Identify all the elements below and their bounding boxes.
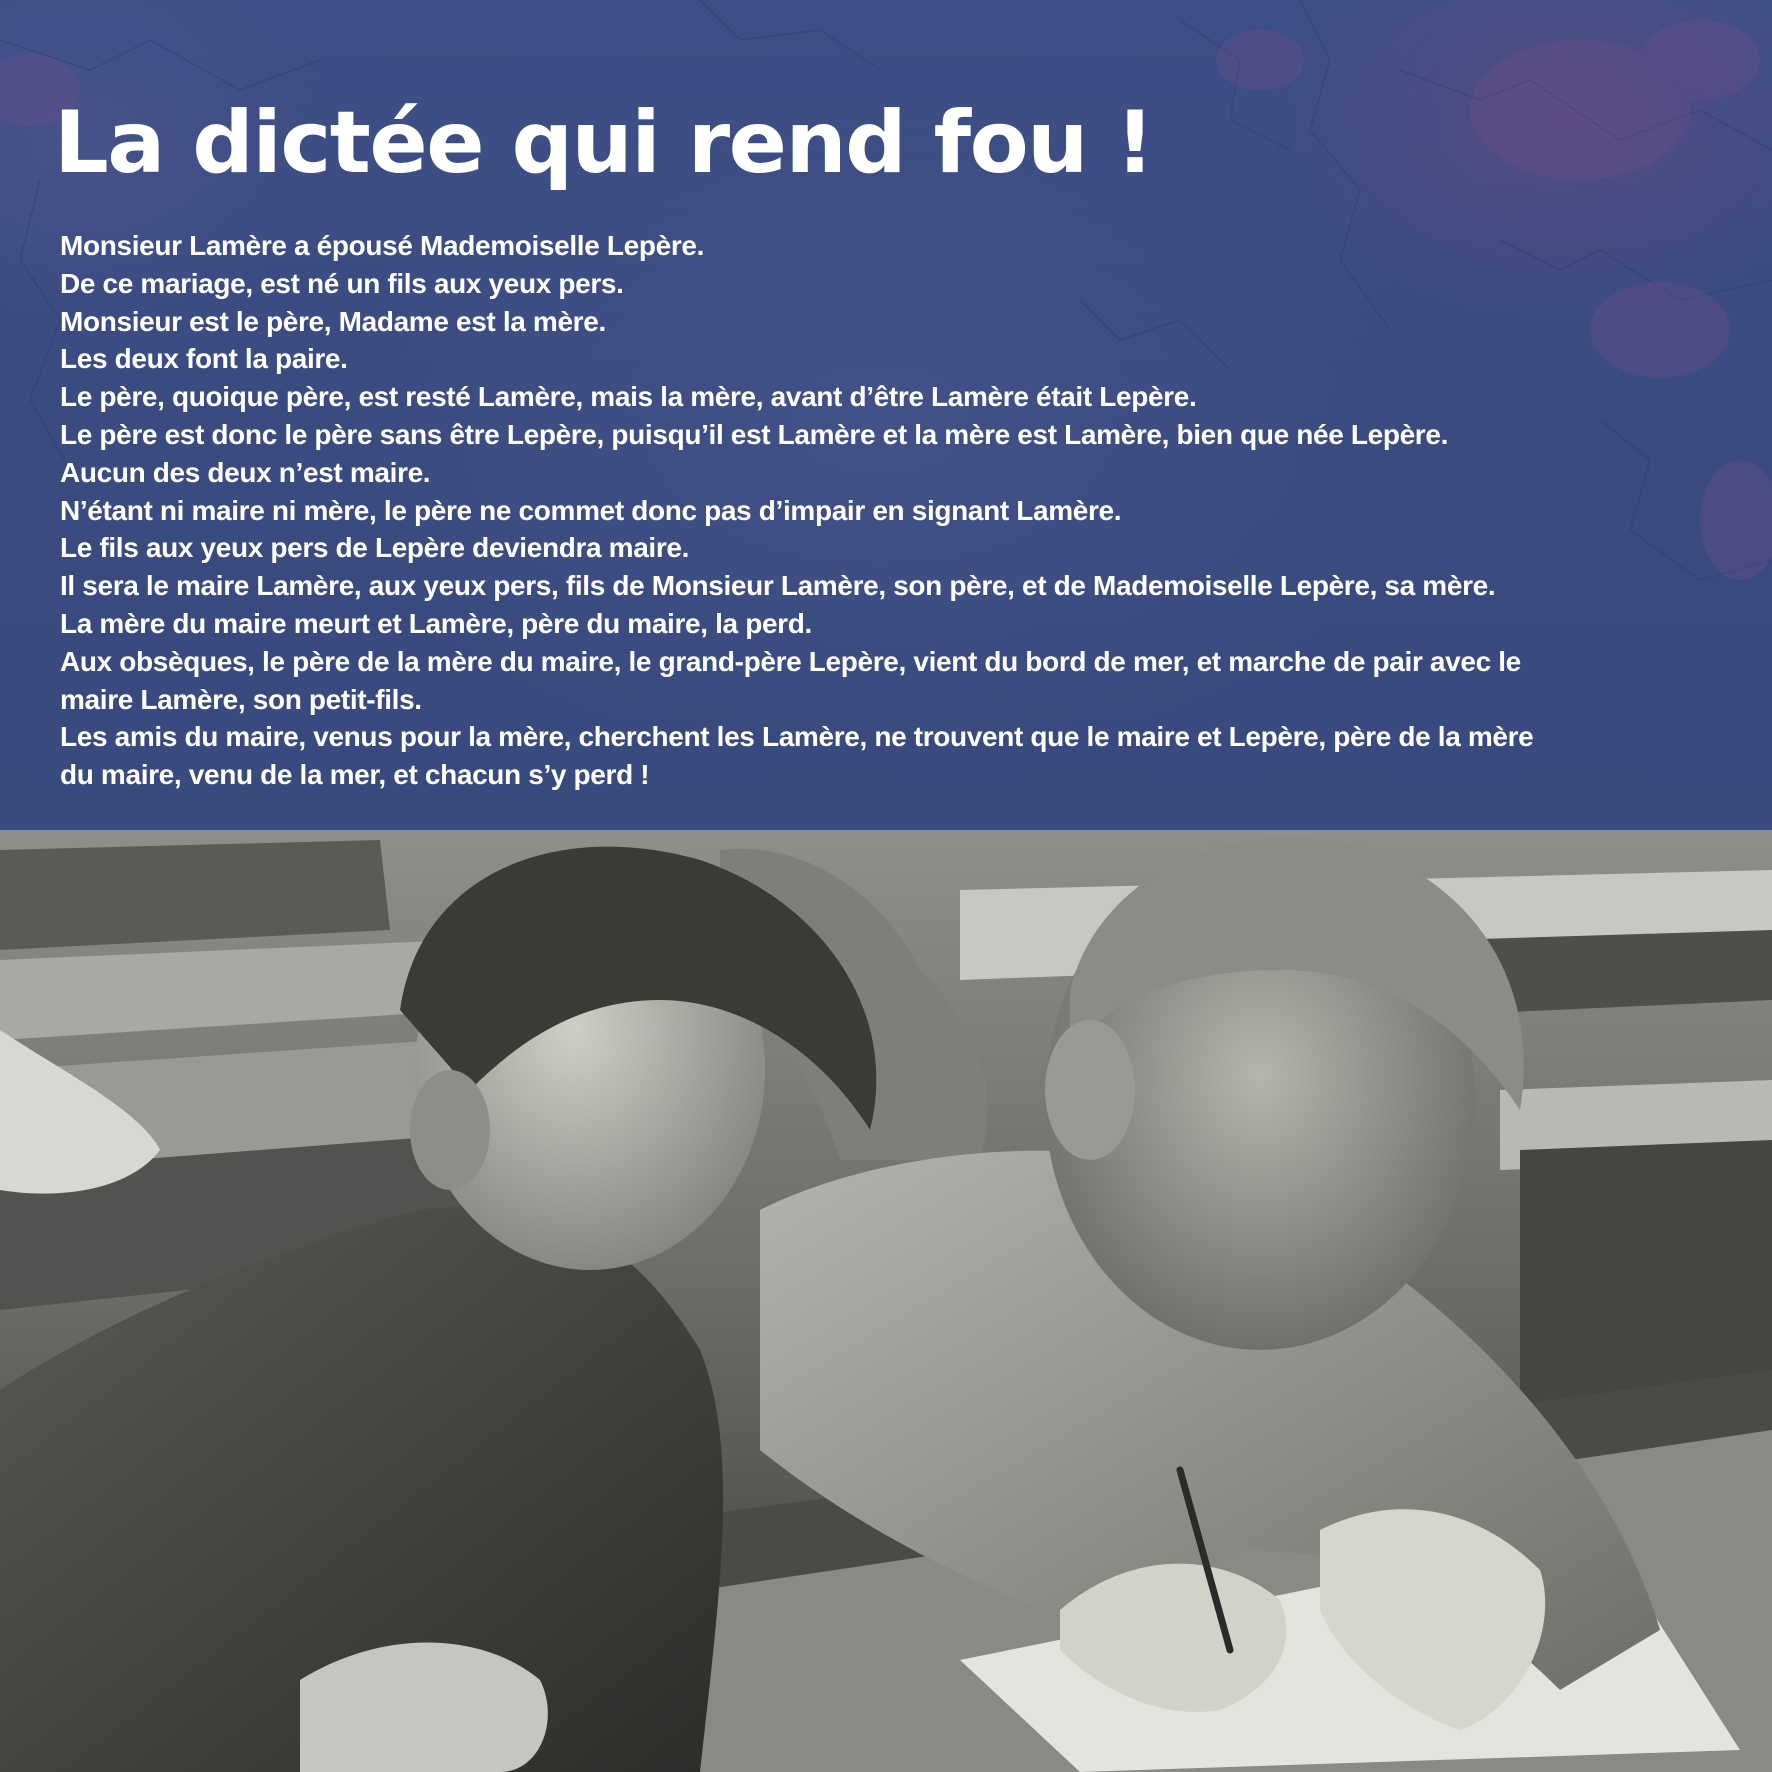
dictation-line: Aucun des deux n’est maire. bbox=[60, 456, 431, 488]
left-boy-ear bbox=[410, 1070, 490, 1190]
dictation-text bbox=[60, 227, 1740, 794]
text-panel bbox=[0, 0, 1772, 830]
right-boy-ear bbox=[1045, 1020, 1135, 1160]
dictation-line: De ce mariage, est né un fils aux yeux pers. bbox=[60, 267, 624, 299]
dictation-line: Aux obsèques, le père de la mère du maire, le grand-père Lepère, vient du bord de mer, et marche de pair avec le bbox=[60, 645, 1521, 677]
dictation-line: Les amis du maire, venus pour la mère, cherchent les Lamère, ne trouvent que le maire et Lepère, père de la mère bbox=[60, 721, 1534, 753]
classroom-photo bbox=[0, 830, 1772, 1772]
dictation-line: La mère du maire meurt et Lamère, père du maire, la perd. bbox=[60, 607, 812, 639]
left-boy-hand bbox=[300, 1643, 548, 1772]
dictation-line: Monsieur est le père, Madame est la mère. bbox=[60, 305, 606, 337]
dictation-line: Le père est donc le père sans être Lepère, puisqu’il est Lamère et la mère est Lamère, bien que née Lepère. bbox=[60, 418, 1449, 450]
dictation-line: du maire, venu de la mer, et chacun s’y perd ! bbox=[60, 759, 650, 791]
dictation-line: Monsieur Lamère a épousé Mademoiselle Lepère. bbox=[60, 230, 705, 261]
dictation-line: Il sera le maire Lamère, aux yeux pers, fils de Monsieur Lamère, son père, et de Mademoiselle Lepère, sa mère. bbox=[60, 570, 1496, 602]
page-title: La dictée qui rend fou ! bbox=[54, 93, 1154, 193]
dictation-line: Le fils aux yeux pers de Lepère deviendra maire. bbox=[60, 532, 690, 564]
dictation-line: N’étant ni maire ni mère, le père ne commet donc pas d’impair en signant Lamère. bbox=[60, 494, 1122, 526]
dictation-line: maire Lamère, son petit-fils. bbox=[60, 683, 422, 715]
classroom-photo-illustration bbox=[0, 830, 1772, 1772]
dictation-line: Les deux font la paire. bbox=[60, 343, 348, 375]
dictation-line: Le père, quoique père, est resté Lamère, mais la mère, avant d’être Lamère était Lepère. bbox=[60, 381, 1197, 413]
